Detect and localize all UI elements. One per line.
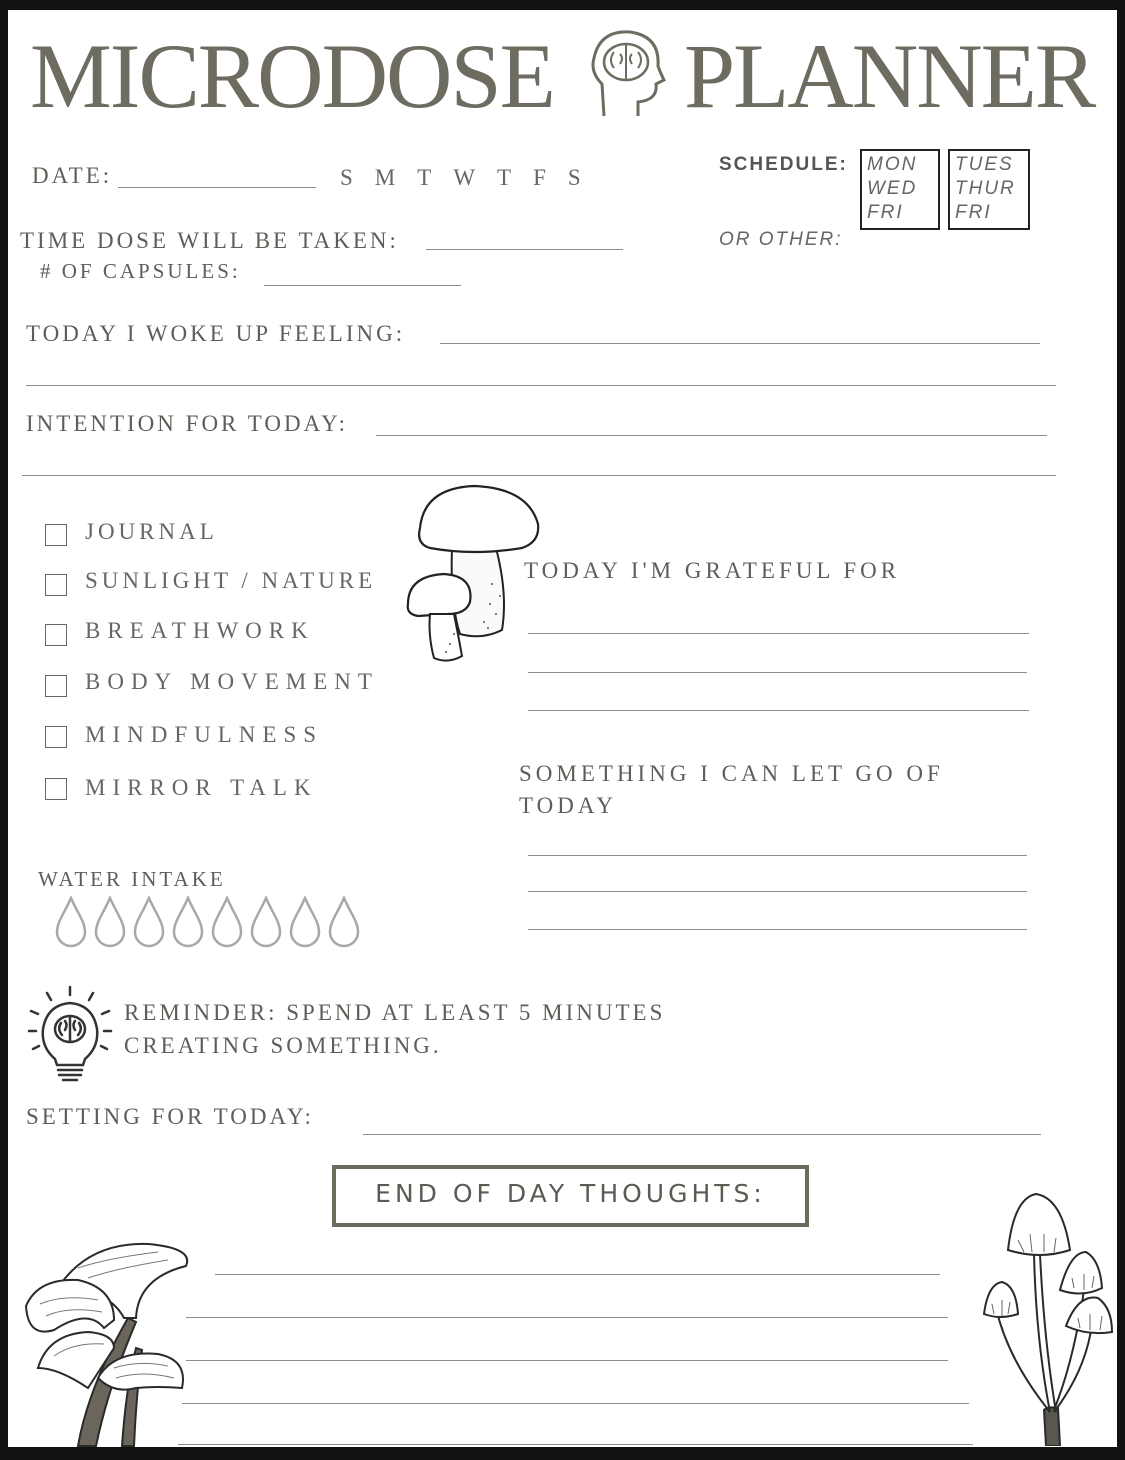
capsules-line[interactable] [264, 285, 461, 286]
reminder-line2: CREATING SOMETHING. [124, 1033, 442, 1058]
water-drop-icon[interactable] [96, 898, 124, 946]
day-tue[interactable]: T [417, 165, 432, 190]
grateful-line-1[interactable] [528, 633, 1029, 634]
lightbulb-brain-icon [25, 985, 115, 1085]
checkbox-breathwork[interactable] [45, 624, 67, 646]
day-wed[interactable]: W [453, 165, 476, 190]
schedule-thur: THUR [955, 178, 1016, 199]
schedule-mon: MON [867, 154, 918, 175]
schedule-option-tth[interactable] [948, 149, 1030, 230]
day-sat[interactable]: S [567, 165, 581, 190]
letgo-label-line1: SOMETHING I CAN LET GO OF [519, 761, 944, 786]
time-line[interactable] [426, 249, 623, 250]
end-of-day-box: END OF DAY THOUGHTS: [332, 1165, 809, 1227]
mushroom-icon [404, 484, 544, 664]
checkbox-sunlight[interactable] [45, 574, 67, 596]
intention-label: INTENTION FOR TODAY: [26, 411, 348, 436]
reminder-line1: REMINDER: SPEND AT LEAST 5 MINUTES [124, 1000, 666, 1025]
capsules-label: # OF CAPSULES: [40, 259, 241, 283]
water-drop-icon[interactable] [135, 898, 163, 946]
woke-label: TODAY I WOKE UP FEELING: [26, 321, 406, 346]
eod-line-5[interactable] [178, 1444, 973, 1445]
checklist-body-movement: BODY MOVEMENT [85, 669, 379, 694]
letgo-line-1[interactable] [528, 855, 1027, 856]
eod-line-1[interactable] [215, 1274, 940, 1275]
day-sun[interactable]: S [340, 165, 353, 190]
checklist-mindfulness: MINDFULNESS [85, 722, 324, 747]
checklist-mirror-talk: MIRROR TALK [85, 775, 318, 800]
letgo-label-line2: TODAY [519, 793, 617, 818]
date-line[interactable] [118, 187, 316, 188]
schedule-fri: FRI [867, 202, 904, 223]
eod-line-4[interactable] [182, 1403, 969, 1404]
checkbox-mirror-talk[interactable] [45, 778, 67, 800]
title-right: PLANNER [684, 25, 1095, 127]
date-label: DATE: [32, 163, 113, 188]
day-mon[interactable]: M [374, 165, 396, 190]
water-drop-icon[interactable] [213, 898, 241, 946]
schedule-option-mwf[interactable] [860, 149, 940, 230]
water-drop-icon[interactable] [330, 898, 358, 946]
checkbox-body-movement[interactable] [45, 675, 67, 697]
day-thu[interactable]: T [497, 165, 512, 190]
schedule-label: SCHEDULE: [719, 154, 848, 175]
planner-sheet [8, 10, 1117, 1447]
letgo-line-2[interactable] [528, 891, 1027, 892]
water-drop-icon[interactable] [291, 898, 319, 946]
checklist-sunlight: SUNLIGHT / NATURE [85, 568, 377, 593]
schedule-tues: TUES [955, 154, 1014, 175]
time-label: TIME DOSE WILL BE TAKEN: [20, 228, 399, 253]
intention-line-1[interactable] [376, 435, 1047, 436]
weekday-row [340, 165, 603, 191]
schedule-fri-2: FRI [955, 202, 992, 223]
or-other-label: OR OTHER: [719, 229, 843, 250]
setting-label: SETTING FOR TODAY: [26, 1104, 314, 1129]
woke-line-1[interactable] [440, 343, 1040, 344]
checkbox-journal[interactable] [45, 524, 67, 546]
water-label: WATER INTAKE [38, 867, 226, 891]
checkbox-mindfulness[interactable] [45, 726, 67, 748]
water-drop-icon[interactable] [252, 898, 280, 946]
eod-line-2[interactable] [186, 1317, 948, 1318]
grateful-label: TODAY I'M GRATEFUL FOR [524, 558, 901, 583]
intention-line-2[interactable] [22, 475, 1056, 476]
checklist-journal: JOURNAL [85, 519, 218, 544]
head-brain-icon [580, 24, 670, 124]
letgo-line-3[interactable] [528, 929, 1027, 930]
water-drop-icon[interactable] [174, 898, 202, 946]
woke-line-2[interactable] [26, 385, 1056, 386]
tall-mushroom-icon [974, 1190, 1114, 1446]
oyster-mushroom-icon [18, 1238, 203, 1447]
grateful-line-3[interactable] [528, 710, 1029, 711]
eod-line-3[interactable] [186, 1360, 948, 1361]
checklist-breathwork: BREATHWORK [85, 618, 315, 643]
day-fri[interactable]: F [533, 165, 546, 190]
water-drops [54, 896, 374, 948]
title-left: MICRODOSE [30, 25, 554, 127]
grateful-line-2[interactable] [528, 672, 1027, 673]
water-drop-icon[interactable] [57, 898, 85, 946]
setting-line[interactable] [363, 1134, 1041, 1135]
schedule-wed: WED [867, 178, 918, 199]
